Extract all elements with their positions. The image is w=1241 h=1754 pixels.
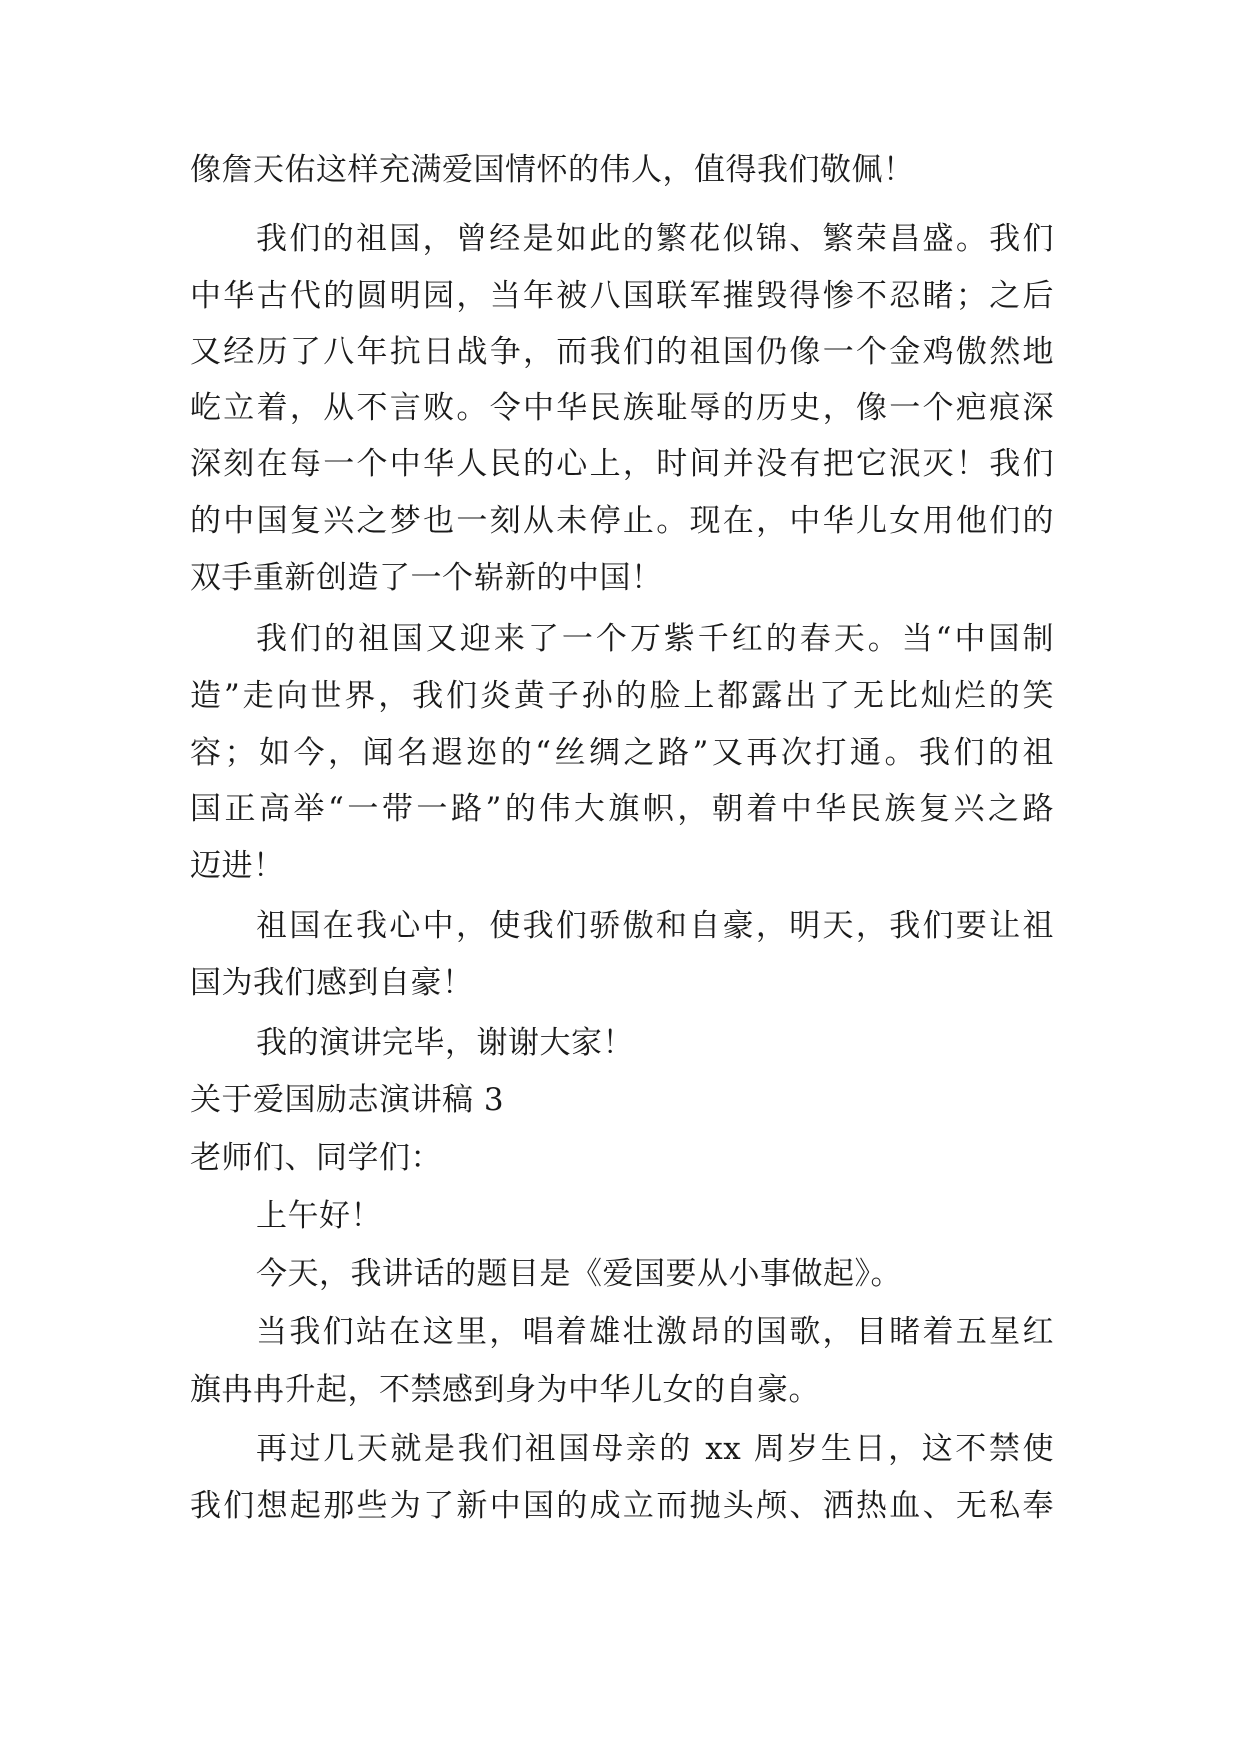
text-line: 的中国复兴之梦也一刻从未停止。现在，中华儿女用他们的 — [190, 503, 1054, 539]
paragraph-start-line: 再过几天就是我们祖国母亲的 xx 周岁生日，这不禁使 — [256, 1431, 1054, 1467]
salutation: 老师们、同学们： — [190, 1140, 442, 1176]
text-line: 又经历了八年抗日战争，而我们的祖国仍像一个金鸡傲然地 — [190, 334, 1054, 370]
paragraph-start-line: 当我们站在这里，唱着雄壮激昂的国歌，目睹着五星红 — [256, 1314, 1054, 1350]
text-line: 双手重新创造了一个崭新的中国！ — [190, 560, 663, 596]
section-title: 关于爱国励志演讲稿 3 — [190, 1082, 505, 1118]
paragraph-start-line: 我们的祖国又迎来了一个万紫千红的春天。当“中国制 — [256, 621, 1054, 657]
paragraph-start-line: 祖国在我心中，使我们骄傲和自豪，明天，我们要让祖 — [256, 908, 1054, 944]
paragraph-start-line: 我的演讲完毕，谢谢大家！ — [256, 1025, 634, 1061]
text-line: 旗冉冉升起，不禁感到身为中华儿女的自豪。 — [190, 1372, 820, 1408]
paragraph-start-line: 今天，我讲话的题目是《爱国要从小事做起》。 — [256, 1256, 902, 1292]
greeting: 上午好！ — [256, 1198, 382, 1234]
text-line: 深刻在每一个中华人民的心上，时间并没有把它泯灭！我们 — [190, 446, 1054, 482]
text-line: 造”走向世界，我们炎黄子孙的脸上都露出了无比灿烂的笑 — [190, 678, 1054, 714]
text-line: 屹立着，从不言败。令中华民族耻辱的历史，像一个疤痕深 — [190, 390, 1054, 426]
text-line: 我们想起那些为了新中国的成立而抛头颅、洒热血、无私奉 — [190, 1488, 1054, 1524]
text-line: 国正高举“一带一路”的伟大旗帜，朝着中华民族复兴之路 — [190, 791, 1054, 827]
text-line: 国为我们感到自豪！ — [190, 965, 474, 1001]
text-line: 中华古代的圆明园，当年被八国联军摧毁得惨不忍睹；之后 — [190, 278, 1054, 314]
text-line: 迈进！ — [190, 848, 285, 884]
paragraph-start-line: 我们的祖国，曾经是如此的繁花似锦、繁荣昌盛。我们 — [256, 221, 1054, 257]
text-line: 容；如今，闻名遐迩的“丝绸之路”又再次打通。我们的祖 — [190, 735, 1054, 771]
text-line: 像詹天佑这样充满爱国情怀的伟人，值得我们敬佩！ — [190, 152, 915, 188]
